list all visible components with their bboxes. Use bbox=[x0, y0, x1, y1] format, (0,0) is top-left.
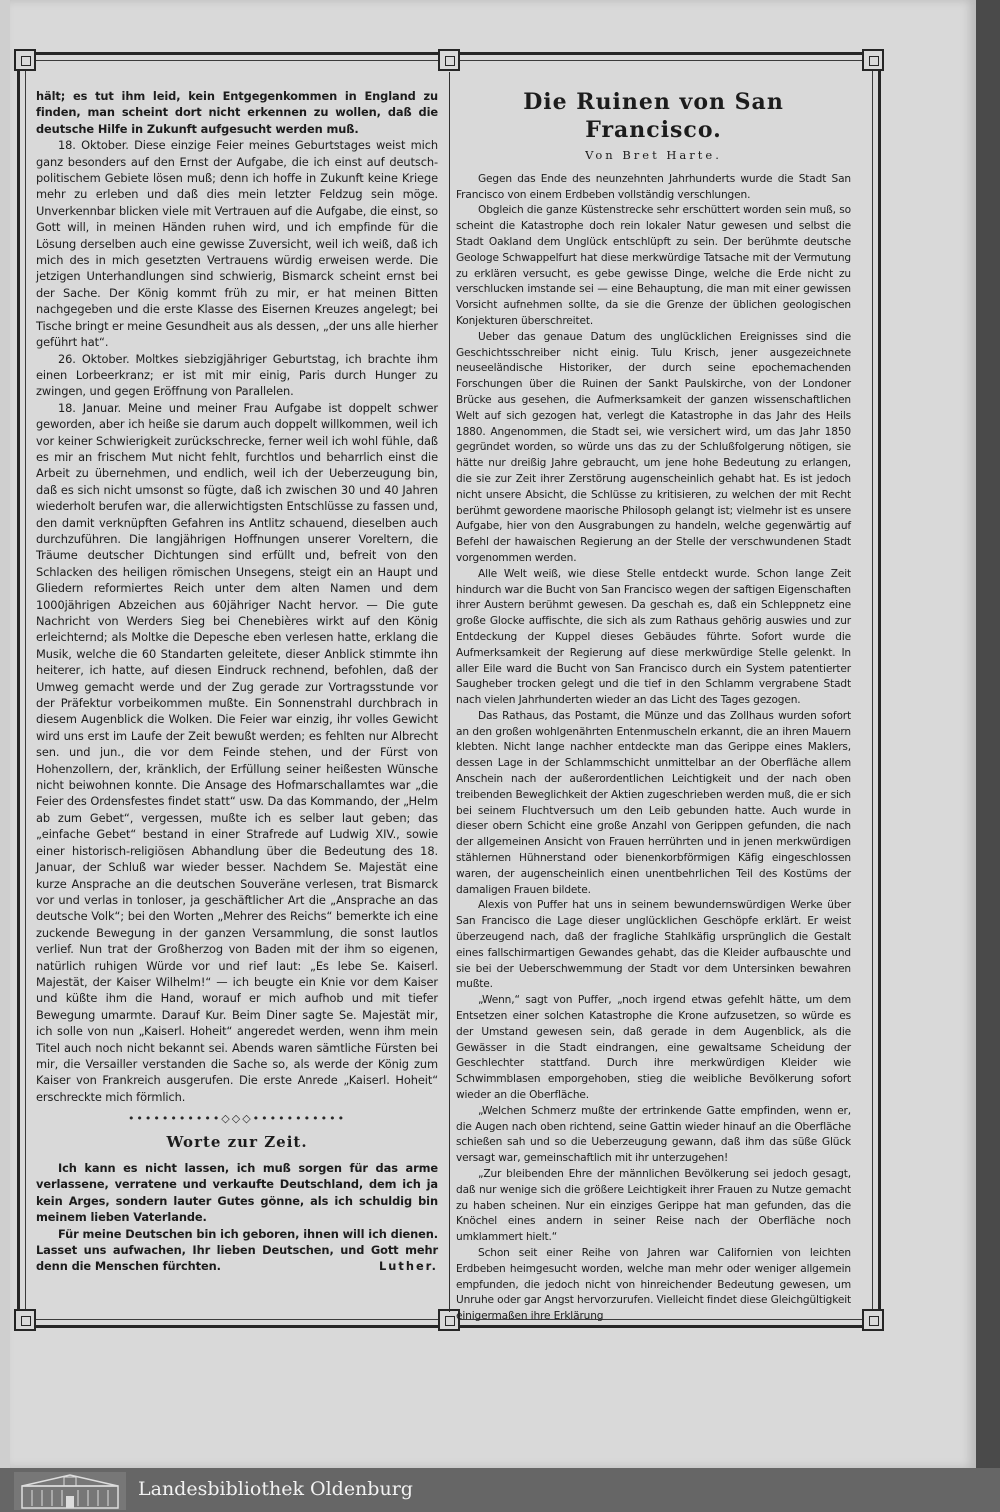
section-separator-ornament: •••••••••••◇◇◇••••••••••• bbox=[127, 1112, 347, 1126]
quote-paragraph: Ich kann es nicht lassen, ich muß sorgen für das arme verlassene, verratene und verkaufte Deutschland, dem ich ja kein Arges, sondern lauter Gutes gönne, als ich schuldig bin meinem lieben Vaterlande. bbox=[36, 1161, 438, 1225]
quote-paragraph bbox=[36, 1226, 438, 1275]
article-byline: Von Bret Harte. bbox=[585, 148, 722, 162]
border-corner-ornament-icon bbox=[14, 1309, 36, 1331]
article-paragraph: Ueber das genaue Datum des unglücklichen Ereignisses sind die Geschichtsschreiber nicht einig. Tulu Krisch, jener ausgezeichnete neuseeländische Historiker, der durch seine epochemachenden Forschungen über die Ruinen der Sankt Paulskirche, von der Londoner Brücke aus gesehen, die Aufmerksamkeit der ganzen wissenschaftlichen Welt auf sich gezogen hat, verlegt die Katastrophe in das Jahr des Heils 1880. Angenommen, die Stadt sei, wie versichert wird, um das Jahr 1850 gegründet worden, so würde uns das zu der Schlußfolgerung nötigen, sie hätte nur dreißig Jahre gebraucht, um jene hohe Bedeutung zu erlangen, die sie zur Zeit ihrer Zerstörung augenscheinlich gehabt hat. Es ist jedoch nicht unsere Absicht, die Schlüsse zu kritisieren, zu welchen der mit Recht berühmt gewordene maorische Philosoph gelangt ist; vielmehr ist es unsere Aufgabe, hier von den Ausgrabungen zu handeln, welche gegenwärtig auf Befehl der hawaischen Regierung an der Stelle der verschwundenen Stadt vorgenommen werden. bbox=[456, 330, 851, 564]
footer-library-name[interactable]: Landesbibliothek Oldenburg bbox=[138, 1478, 413, 1500]
article-paragraph: Das Rathaus, das Postamt, die Münze und das Zollhaus wurden sofort an den großen wohlgenährten Entenmuscheln erkannt, die an ihren Mauern klebten. Nicht lange nachher entdeckte man das Gerippe eines Maklers, dessen Lage in der Schlammschicht unmittelbar an der Oberfläche allem Anschein nach der außerordentlichen Leichtigkeit und der nach oben treibenden Beweglichkeit der Aktien zugeschrieben werden muß, die er sich bei seinem Fluchtversuch um den Leib gebunden hatte. Auch wurde in dieser obern Schicht eine große Anzahl von Gerippen gefunden, die nach der allgemeinen Ansicht von Frauen herrührten und in jenen merkwürdigen stählernen Hühnerstand oder bienenkorbförmigen Käfig eingeschlossen waren, der augenscheinlich einen unentbehrlichen Teil des Kostüms der damaligen Frauen bildete. bbox=[456, 709, 851, 896]
article-paragraph: „Welchen Schmerz mußte der ertrinkende Gatte empfinden, wenn er, die Augen nach oben richtend, seine Gattin wieder hinauf an die Oberfläche schießen sah und so die Ueberzeugung gewann, daß ihm das süße Glück versagt war, gemeinschaftlich mit ihr unterzugehen! bbox=[456, 1104, 851, 1165]
quote-text: Für meine Deutschen bin ich geboren, ihnen will ich dienen. Lasset uns aufwachen, Ihr lieben Deutschen, und Gott mehr denn die Menschen fürchten. bbox=[36, 1226, 438, 1274]
diary-paragraph: hält; es tut ihm leid, kein Entgegenkommen in England zu finden, man scheint dort nicht erkennen zu wollen, daß die deutsche Hilfe in Zukunft aufgesucht werden muß. bbox=[36, 89, 438, 136]
library-building-icon[interactable] bbox=[14, 1472, 126, 1510]
border-corner-ornament-icon bbox=[862, 49, 884, 71]
border-center-ornament-icon bbox=[438, 49, 460, 71]
article-paragraph: Schon seit einer Reihe von Jahren war Californien von leichten Erdbeben heimgesucht worden, welche man mehr oder weniger allgemein empfunden, die jedoch nicht von hinreichender Bedeutung gewesen, um Unruhe oder gar Angst hervorzurufen. Vielleicht findet diese Gleichgültigkeit einigermaßen ihre Erklärung bbox=[456, 1246, 851, 1323]
diary-paragraph: 26. Oktober. Moltkes siebzigjähriger Geburtstag, ich brachte ihm einen Lorbeerkranz; er ist mit mir einig, Paris durch Hunger zu zwingen, und gegen Eröffnung von Parallelen. bbox=[36, 351, 438, 399]
diary-paragraph: 18. Januar. Meine und meiner Frau Aufgabe ist doppelt schwer geworden, aber ich heiße sie darum auch doppelt willkommen, weil ich vor keiner Schwierigkeit zurückschrecke, ferner weil ich wohl fühle, daß es mir an frischem Mut nicht fehlt, furchtlos und beharrlich einst die Arbeit zu übernehmen, und endlich, weil ich der Ueberzeugung bin, daß es sich nicht umsonst so fügte, daß ich zwischen 30 und 40 Jahren wiederholt berufen war, die allerwichtigsten Entschlüsse zu fassen und, den damit verknüpften Gefahren ins Antlitz schauend, dieselben auch durchzuführen. Die langjährigen Hoffnungen unserer Voreltern, die Träume deutscher Dichtungen sind erfüllt und, befreit von den Schlacken des heiligen römischen Unsegens, steigt ein an Haupt und Gliedern reformiertes Reich unter dem alten Namen und dem 1000jährigen Abzeichen aus 60jähriger Nacht hervor. — Die gute Nachricht von Werders Sieg bei Chenebières wirkt auf den König erleichternd; als Moltke die Depesche eben verlesen hatte, erklang die Musik, welche die 60 Standarten geleitete, dieser Anblick stimmte ihn heiterer, ich hatte, auf diesen Eindruck rechnend, befohlen, daß der Umweg gemacht werde und der Zug gerade zur Vortragsstunde vor der Präfektur vorbeikommen mußte. Ein Sonnenstrahl durchbrach in diesem Augenblick die Wolken. Die Feier war einzig, ihr volles Gewicht wird uns erst im Laufe der Zeit bewußt werden; es fehlten nur Albrecht sen. und jun., die vor dem Feinde stehen, und der Fürst von Hohenzollern, der, kränklich, der Erfüllung seiner heißesten Wünsche nicht beiwohnen konnte. Die Ansage des Hofmarschallamtes war „die Feier des Ordensfestes findet statt“ usw. Da das Kommando, der „Helm ab zum Gebet“, vergessen, mußte ich es selber laut geben; das „einfache Gebet“ bestand in einer Strafrede auf Ludwig XIV., sowie einer historisch-religiösen Abhandlung über die Bedeutung des 18. Januar, der Schluß war wieder besser. Nachdem Se. Majestät eine kurze Ansprache an die deutschen Souveräne verlesen, trat Bismarck vor und verlas in tonloser, ja geschäftlicher Art die „Ansprache an das deutsche Volk“; bei den Worten „Mehrer des Reichs“ bemerkte ich eine zuckende Bewegung in der ganzen Versammlung, die sonst lautlos verlief. Nun trat der Großherzog von Baden mit der ihm so eigenen, natürlich ruhigen Würde vor und rief laut: „Es lebe Se. Kaiserl. Majestät, der Kaiser Wilhelm!“ — ich beugte ein Knie vor dem Kaiser und küßte ihm die Hand, worauf er mich aufhob und mit tiefer Bewegung umarmte. Darauf Kur. Beim Diner sagte Se. Majestät mir, ich solle von nun „Kaiserl. Hoheit“ angeredet werden, wenn ihm mein Titel auch noch nicht bekannt sei. Abends waren sämtliche Fürsten bei mir, die Versailler verstanden die Sache so, als werde der König zum Kaiser von Frankreich ausgerufen. Die erste Anrede „Kaiserl. Hoheit“ erschreckte mich förmlich. bbox=[36, 400, 438, 1104]
section-title-worte-zur-zeit: Worte zur Zeit. bbox=[166, 1132, 308, 1151]
article-paragraph: Alle Welt weiß, wie diese Stelle entdeckt wurde. Schon lange Zeit hindurch war die Bucht von San Francisco wegen der saftigen Eigenschaften ihrer Austern berühmt gewesen. Da geschah es, daß ein Schleppnetz eine große Glocke auffischte, die sich als zum Rathaus gehörig auswies und zur Entdeckung der Kuppel dieses Gebäudes führte. Sofort wurde die Aufmerksamkeit der Regierung auf diese merkwürdige Stelle gelenkt. In aller Eile ward die Bucht von San Francisco durch ein System patentierter Saugheber trocken gelegt und die tief in den Schlamm vergrabene Stadt nach vielen Jahrhunderten wieder an das Licht des Tages gezogen. bbox=[456, 567, 851, 707]
left-column bbox=[36, 88, 438, 1275]
quote-signature: Luther. bbox=[379, 1259, 438, 1274]
border-corner-ornament-icon bbox=[14, 49, 36, 71]
article-paragraph: Alexis von Puffer hat uns in seinem bewundernswürdigen Werke über San Francisco die Lage dieser unglücklichen Geschöpfe erklärt. Er weist überzeugend nach, daß der fragliche Stahlkäfig ursprünglich die Gestalt eines fallschirmartigen Gewandes gehabt, das die Kleider aufbauschte und sie bei der Ueberschwemmung der Stadt vor dem Untersinken bewahren mußte. bbox=[456, 899, 851, 991]
article-title: Die Ruinen von San Francisco. bbox=[523, 89, 784, 143]
right-column bbox=[456, 88, 851, 1325]
page-shadow-edge bbox=[976, 0, 1000, 1468]
article-paragraph: „Zur bleibenden Ehre der männlichen Bevölkerung sei jedoch gesagt, daß nur wenige sich die größere Leichtigkeit ihrer Frauen zu Nutze gemacht zu haben scheinen. Nur ein einziges Gerippe hat man gefunden, das die Knöchel eines andern in seiner Reise nach der Oberfläche noch umklammert hielt.“ bbox=[456, 1168, 851, 1244]
border-corner-ornament-icon bbox=[862, 1309, 884, 1331]
article-paragraph: Obgleich die ganze Küstenstrecke sehr erschüttert worden sein muß, so scheint die Katastrophe doch rein lokaler Natur gewesen und selbst die Stadt Oakland dem Unglück entschlüpft zu sein. Der berühmte deutsche Geologe Schwappelfurt hat diese merkwürdige Tatsache mit der Vermutung zu erklären versucht, es gebe gewisse Dinge, welche die Erde nicht zu verschlucken imstande sei — eine Behauptung, die man mit einer gewissen Vorsicht aufnehmen sollte, da sie die Grenze der üblichen geologischen Konjekturen überschreitet. bbox=[456, 204, 851, 327]
diary-paragraph: 18. Oktober. Diese einzige Feier meines Geburtstages weist mich ganz besonders auf den Ernst der Aufgabe, die ich einst auf deutsch-politischem Gebiete lösen muß; denn ich hoffe in Zukunft keine Kriege mehr zu erleben und daß dies mein letzter Feldzug sein möge. Unverkennbar blicken viele mit Vertrauen auf die Aufgabe, die einst, so Gott will, in meinen Händen ruhen wird, und ich empfinde für die Lösung derselben auch eine gewisse Zuversicht, weil ich weiß, daß ich mich des in mich gesetzten Vertrauens würdig erweisen werde. Die jetzigen Unterhandlungen sind schwierig, Bismarck scheint ernst bei der Sache. Der König kommt früh zu mir, er hat meinen Bitten nachgegeben und die erste Klasse des Eisernen Kreuzes angelegt; bei Tische bringt er meine Gesundheit aus als dessen, „der uns alle hierher geführt hat“. bbox=[36, 138, 438, 350]
column-divider bbox=[449, 72, 450, 1312]
article-paragraph: „Wenn,“ sagt von Puffer, „noch irgend etwas gefehlt hätte, um dem Entsetzen einer solchen Katastrophe die Krone aufzusetzen, so würde es der Umstand gewesen sein, daß gerade in dem Augenblick, als die Gewässer in die Stadt eindrangen, eine gewaltsame Scheidung der Geschlechter stattfand. Durch ihre merkwürdigen Kleider wie Schwimmblasen emporgehoben, stieg die weibliche Bevölkerung sofort wieder an die Oberfläche. bbox=[456, 994, 851, 1102]
article-paragraph: Gegen das Ende des neunzehnten Jahrhunderts wurde die Stadt San Francisco von einem Erdbeben vollständig verschlungen. bbox=[456, 172, 851, 201]
